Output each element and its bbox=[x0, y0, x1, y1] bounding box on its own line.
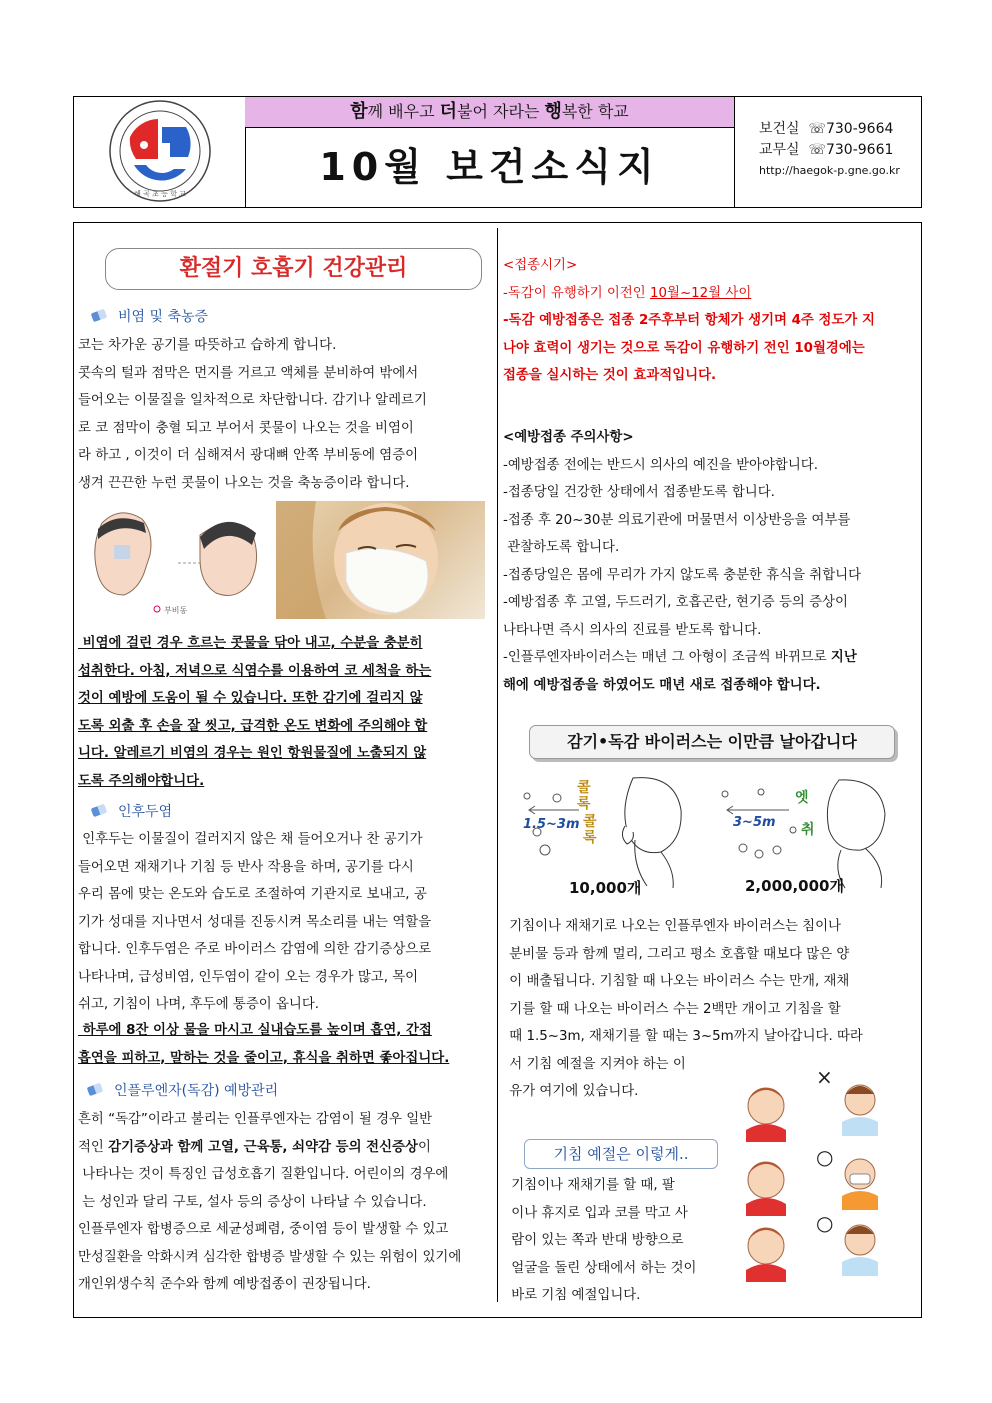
cough-figure bbox=[515, 770, 695, 890]
tip-line: 도록 외출 후 손을 잘 씻고, 급격한 온도 변화에 주의해야 합 bbox=[78, 718, 428, 734]
paragraph-line: 인후두는 이물질이 걸러지지 않은 채 들어오거나 찬 공기가 bbox=[78, 832, 423, 847]
sneeze-sound: 엣 bbox=[795, 790, 809, 806]
paragraph-line: 들어오는 이물질을 일차적으로 차단합니다. 감기나 알레르기 bbox=[78, 393, 427, 408]
slogan-part: 더 bbox=[439, 101, 457, 122]
contact-office bbox=[759, 140, 922, 161]
paragraph-line: 기를 할 때 나오는 바이러스 수는 2백만 개이고 기침을 할 bbox=[505, 1001, 841, 1017]
school-logo-cell bbox=[74, 97, 246, 207]
caution-line: -접종당일은 몸에 무리가 가지 않도록 충분한 휴식을 취합니다 bbox=[503, 567, 862, 583]
rhinitis-tip bbox=[78, 630, 493, 795]
timing-line: 나야 효력이 생기는 것으로 독감이 유행하기 전인 10월경에는 bbox=[503, 340, 865, 356]
paragraph-line: 기가 성대를 지나면서 성대를 진동시켜 목소리를 내는 역할을 bbox=[78, 914, 432, 930]
section-heading-text: 인후두염 bbox=[118, 804, 173, 820]
paragraph-line: 합니다. 인후두염은 주로 바이러스 감염에 의한 감기증상으로 bbox=[78, 942, 432, 957]
etiquette-mark-x: × bbox=[816, 1065, 833, 1089]
paragraph-line: 우리 몸에 맞는 온도와 습도로 조절하여 기관지로 보내고, 공 bbox=[78, 887, 427, 902]
column-divider bbox=[497, 228, 498, 1302]
caution-section bbox=[503, 424, 918, 699]
cough-sound-1: 콜 bbox=[577, 780, 591, 796]
contact-label: 교무실 bbox=[759, 142, 800, 158]
section-heading-text: 비염 및 축농증 bbox=[118, 309, 209, 325]
caution-bold: 지난 bbox=[830, 650, 857, 665]
etiquette-line: 얼굴을 돌린 상태에서 하는 것이 bbox=[507, 1260, 697, 1276]
paragraph-line: 코는 차가운 공기를 따뜻하고 습하게 합니다. bbox=[78, 338, 337, 353]
paragraph-line: 로 코 점막이 충혈 되고 부어서 콧물이 나오는 것을 비염이 bbox=[78, 420, 414, 436]
paragraph-line: 개인위생수칙 준수와 함께 예방접종이 권장됩니다. bbox=[78, 1277, 371, 1292]
school-url[interactable]: http://haegok-p.gne.go.kr bbox=[759, 164, 900, 177]
logo-bottom-text: 해 곡 초 등 학 교 bbox=[134, 190, 186, 198]
sneeze-distance: 3~5m bbox=[733, 815, 776, 830]
paragraph-line: 나타나며, 급성비염, 인두염이 같이 오는 경우가 많고, 목이 bbox=[78, 969, 419, 985]
school-slogan bbox=[245, 97, 734, 128]
tip-line: 비염에 걸린 경우 흐르는 콧물을 닦아 내고, 수분을 충분히 bbox=[78, 636, 423, 651]
paragraph-line: 인플루엔자 합병증으로 세균성폐렴, 중이염 등이 발생할 수 있고 bbox=[78, 1222, 449, 1237]
contact-phone: ☏730-9664 bbox=[808, 121, 894, 137]
paragraph-line: 나타나는 것이 특징인 급성호흡기 질환입니다. 어린이의 경우에 bbox=[78, 1167, 449, 1182]
left-title: 환절기 호흡기 건강관리 bbox=[179, 256, 408, 281]
slogan-part: 불어 자라는 bbox=[457, 102, 545, 121]
timing-line: -독감 예방접종은 접종 2주후부터 항체가 생기며 4주 정도가 지 bbox=[503, 313, 875, 328]
sinus-caption: 부비동 bbox=[164, 606, 188, 615]
flu-line: 흔히 “독감”이라고 불리는 인플루엔자는 감염이 될 경우 일반 bbox=[78, 1112, 433, 1127]
rhinitis-paragraph bbox=[78, 332, 493, 497]
paragraph-line: 분비물 등과 함께 멀리, 그리고 평소 호흡할 때보다 많은 양 bbox=[505, 946, 850, 962]
contact-health-room bbox=[759, 119, 922, 140]
etiquette-line: 이나 휴지로 입과 코를 막고 사 bbox=[507, 1205, 688, 1221]
paragraph-line: 콧속의 털과 점막은 먼지를 거르고 액체를 분비하여 밖에서 bbox=[78, 365, 419, 381]
timing-heading: <접종시기> bbox=[503, 258, 578, 273]
school-logo bbox=[74, 97, 245, 207]
caution-line: -접종 후 20~30분 의료기관에 머물면서 이상반응을 여부를 bbox=[503, 512, 851, 528]
slogan-part: 께 배우고 bbox=[367, 102, 440, 121]
cough-etiquette-paragraph bbox=[507, 1172, 733, 1310]
page-title: 10월 보건소식지 bbox=[319, 145, 660, 189]
etiquette-figures bbox=[738, 1060, 898, 1310]
flu-rest bbox=[78, 1161, 493, 1299]
paragraph-line: 라 하고 , 이것이 더 심해져서 광대뼈 안쪽 부비동에 염증이 bbox=[78, 448, 419, 463]
tip-line: 도록 주의해야합니다. bbox=[78, 773, 205, 789]
flu-line bbox=[78, 1134, 493, 1162]
sinus-diagram bbox=[80, 503, 270, 618]
paragraph-line: 들어오면 재채기나 기침 등 반사 작용을 하며, 공기를 다시 bbox=[78, 859, 414, 875]
caution-line: -예방접종 후 고열, 두드러기, 호흡곤란, 현기증 등의 증상이 bbox=[503, 595, 848, 610]
flu-bold-symptoms: 감기증상과 함께 고열, 근육통, 쇠약감 등의 전신증상 bbox=[108, 1139, 418, 1155]
svg-text:콜록콜록: 콜 록 콜 록 bbox=[577, 780, 597, 846]
paragraph-line: 서 기침 예절을 지켜야 하는 이 bbox=[505, 1056, 686, 1072]
section-heading-text: 인플루엔자(독감) 예방관리 bbox=[114, 1083, 279, 1099]
contact-phone: ☏730-9661 bbox=[808, 142, 894, 158]
paragraph-line: 만성질환을 악화시켜 심각한 합병증 발생할 수 있는 위험이 있기에 bbox=[78, 1249, 462, 1265]
sneeze-figure bbox=[715, 770, 900, 890]
etiquette-line: 람이 있는 쪽과 반대 방향으로 bbox=[507, 1233, 684, 1248]
cough-illustration bbox=[515, 770, 695, 890]
flu-paragraph bbox=[78, 1106, 493, 1299]
virus-distance-title: 감기•독감 바이러스는 이만큼 날아갑니다 bbox=[529, 725, 895, 759]
etiquette-line: 바로 기침 예절입니다. bbox=[507, 1288, 641, 1303]
etiquette-line: 기침이나 재채기를 할 때, 팔 bbox=[507, 1178, 675, 1193]
photo-sketch bbox=[276, 501, 485, 619]
section-heading-flu bbox=[86, 1080, 278, 1102]
tip-line: 섭취한다. 아침, 저녁으로 식염수를 이용하여 코 세척을 하는 bbox=[78, 663, 432, 679]
timing-text: -독감이 유행하기 이전인 bbox=[503, 285, 650, 301]
cough-distance: 1.5~3m bbox=[523, 817, 580, 832]
timing-line bbox=[503, 280, 918, 308]
etiquette-mark-o: ○ bbox=[816, 1211, 834, 1235]
eraser-bullet-icon bbox=[90, 309, 108, 323]
sinus-illustration bbox=[80, 503, 270, 618]
tip-line: 흡연을 피하고, 말하는 것을 줄이고, 휴식을 취하면 좋아집니다. bbox=[78, 1050, 450, 1066]
caution-heading: <예방접종 주의사항> bbox=[503, 430, 634, 445]
section-heading-laryngitis bbox=[90, 801, 172, 823]
paragraph-line: 생겨 끈끈한 누런 콧물이 나오는 것을 축농증이라 합니다. bbox=[78, 475, 410, 491]
cough-etiquette-title: 기침 예절은 이렇게.. bbox=[524, 1139, 718, 1169]
flu-text: 이 bbox=[417, 1139, 431, 1155]
caution-line: 나타나면 즉시 의사의 진료를 받도록 합니다. bbox=[503, 622, 762, 638]
svg-text:엣취: 엣 취 bbox=[795, 790, 815, 838]
section-heading-rhinitis bbox=[90, 306, 208, 328]
caution-line: -접종당일 건강한 상태에서 접종받도록 합니다. bbox=[503, 485, 775, 500]
caution-line: 관찰하도록 합니다. bbox=[503, 540, 620, 555]
caution-line: -예방접종 전에는 반드시 의사의 예진을 받아야합니다. bbox=[503, 457, 818, 473]
slogan-part: 함 bbox=[350, 101, 368, 122]
child-blowing-nose-photo bbox=[276, 501, 485, 619]
tip-line: 하루에 8잔 이상 물을 마시고 실내습도를 높이며 흡연, 간접 bbox=[78, 1023, 432, 1038]
paragraph-line: 유가 여기에 있습니다. bbox=[505, 1084, 639, 1099]
tip-line: 니다. 알레르기 비염의 경우는 원인 항원물질에 노출되지 않 bbox=[78, 746, 427, 761]
paragraph-line: 때 1.5~3m, 재채기를 할 때는 3~5m까지 날아갑니다. 따라 bbox=[505, 1029, 863, 1044]
contact-info bbox=[734, 97, 922, 207]
etiquette-mark-o: ○ bbox=[816, 1145, 834, 1169]
timing-period: 10월~12월 사이 bbox=[649, 285, 752, 301]
timing-line: 접종을 실시하는 것이 효과적입니다. bbox=[503, 368, 717, 383]
sneeze-virus-count: 2,000,000개 bbox=[745, 877, 844, 895]
caution-lines bbox=[503, 452, 918, 645]
caution-bold-line: 해에 예방접종을 하였어도 매년 새로 접종해야 합니다. bbox=[503, 677, 821, 693]
tip-line: 것이 예방에 도움이 될 수 있습니다. 또한 감기에 걸리지 않 bbox=[78, 691, 423, 706]
timing-bold bbox=[503, 307, 918, 390]
flu-text: 적인 bbox=[78, 1139, 109, 1155]
laryngitis-tip bbox=[78, 1017, 493, 1072]
cough-etiquette-illustration bbox=[738, 1060, 898, 1310]
paragraph-line: 이 배출됩니다. 기침할 때 나오는 바이러스 수는 만개, 재채 bbox=[505, 974, 850, 989]
eraser-bullet-icon bbox=[86, 1083, 104, 1097]
paragraph-line: 는 성인과 달리 구토, 설사 등의 증상이 나타날 수 있습니다. bbox=[78, 1194, 427, 1210]
slogan-part: 복한 학교 bbox=[561, 102, 629, 121]
paragraph-line: 기침이나 재채기로 나오는 인플루엔자 바이러스는 침이나 bbox=[505, 919, 841, 934]
slogan-part: 행 bbox=[544, 101, 562, 122]
cough-virus-count: 10,000개 bbox=[569, 879, 642, 897]
caution-text: -인플루엔자바이러스는 매년 그 아형이 조금씩 바뀌므로 bbox=[503, 650, 831, 665]
sneeze-illustration bbox=[715, 770, 900, 890]
caution-line bbox=[503, 644, 918, 672]
eraser-bullet-icon bbox=[90, 804, 108, 818]
left-title-box bbox=[105, 248, 482, 290]
newsletter-header bbox=[73, 96, 922, 208]
contact-label: 보건실 bbox=[759, 121, 800, 137]
laryngitis-paragraph bbox=[78, 826, 493, 1019]
paragraph-line: 쉬고, 기침이 나며, 후두에 통증이 옵니다. bbox=[78, 997, 320, 1012]
timing-section bbox=[503, 252, 918, 390]
